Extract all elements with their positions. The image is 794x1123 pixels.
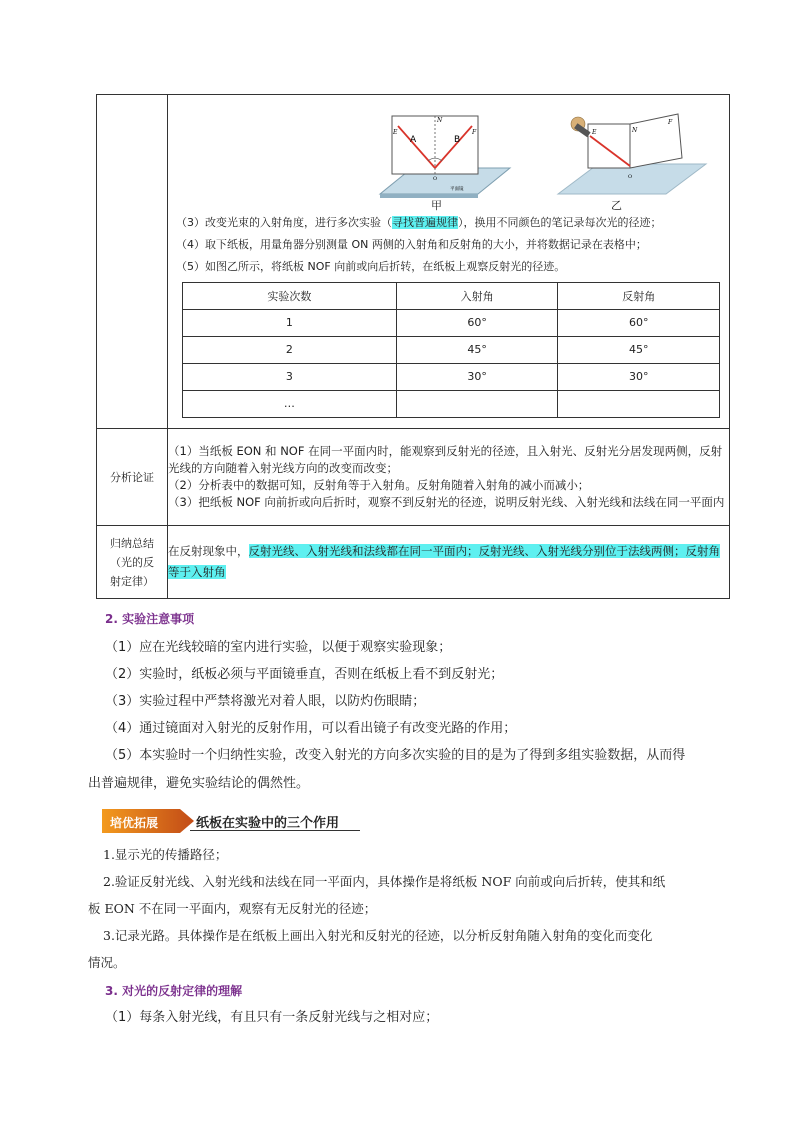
summary-cell <box>168 526 730 599</box>
table-cell <box>396 390 558 417</box>
analysis-cell <box>168 429 730 526</box>
table-cell: 60° <box>396 309 558 336</box>
step-3-post: ），换用不同颜色的笔记录每次光的径迹； <box>458 215 662 229</box>
notes-item-3: （3）实验过程中严禁将激光对着人眼，以防灼伤眼睛； <box>105 694 426 709</box>
header-reflection: 反射角 <box>558 282 720 309</box>
table-row <box>183 390 720 417</box>
extension-p3-line-1: 3.记录光路。具体操作是在纸板上画出入射光和反射光的径迹，以分析反射角随入射角的变化而变化 <box>103 928 653 943</box>
analysis-p1: （1）当纸板 EON 和 NOF 在同一平面内时，能观察到反射光的径迹，且入射光、反射光分居发现两侧，反射光线的方向随着入射光线方向的改变而改变； <box>168 444 723 475</box>
summary-label-line: 归纳总结 <box>110 536 154 550</box>
table-cell: 30° <box>558 363 720 390</box>
fig-a-label-a: A <box>410 134 417 145</box>
extension-badge: 培优拓展 <box>110 816 159 830</box>
table-cell: 1 <box>183 309 397 336</box>
analysis-p3: （3）把纸板 NOF 向前折或向后折时，观察不到反射光的径迹，说明反射光线、入射光线和法线在同一平面内 <box>168 495 725 509</box>
step-3 <box>168 212 729 234</box>
notes-item-5-line-2: 出普遍规律，避免实验结论的偶然性。 <box>88 776 310 791</box>
table-row <box>183 363 720 390</box>
fig-b-label-n: N <box>632 126 638 134</box>
table-row <box>183 336 720 363</box>
table-row <box>183 309 720 336</box>
law-item-1: （1）每条入射光线，有且只有一条反射光线与之相对应； <box>105 1010 439 1025</box>
step-3-pre: （3）改变光束的入射角度，进行多次实验（ <box>176 215 392 229</box>
data-table <box>182 282 720 418</box>
experiment-table <box>96 94 730 599</box>
procedure-cell <box>168 95 730 429</box>
figure-a-diagram <box>362 106 512 210</box>
extension-p2-line-1: 2.验证反射光线、入射光线和法线在同一平面内，具体操作是将纸板 NOF 向前或向后折转，使其和纸 <box>103 874 666 889</box>
notes-item-2: （2）实验时，纸板必须与平面镜垂直，否则在纸板上看不到反射光； <box>105 667 504 682</box>
figure-a-caption: 甲 <box>431 198 442 212</box>
law-title: 3. 对光的反射定律的理解 <box>105 984 243 998</box>
notes-title: 2. 实验注意事项 <box>105 612 195 626</box>
fig-a-label-o: O <box>433 175 438 182</box>
procedure-row <box>97 95 730 429</box>
figures <box>168 100 729 212</box>
table-cell: 2 <box>183 336 397 363</box>
table-cell <box>558 390 720 417</box>
data-table-header <box>183 282 720 309</box>
table-cell: 3 <box>183 363 397 390</box>
fig-a-label-n: N <box>437 116 443 124</box>
extension-p1: 1.显示光的传播路径； <box>103 847 228 862</box>
summary-label-line: 射定律） <box>110 574 154 588</box>
table-cell: 45° <box>396 336 558 363</box>
header-incidence: 入射角 <box>396 282 558 309</box>
extension-p2-line-2: 板 EON 不在同一平面内，观察有无反射光的径迹； <box>88 901 377 916</box>
extension-title: 纸板在实验中的三个作用 <box>196 816 340 831</box>
table-cell: … <box>183 390 397 417</box>
fig-b-label-o: O <box>628 173 633 180</box>
notes-item-5-line-1: （5）本实验时一个归纳性实验，改变入射光的方向多次实验的目的是为了得到多组实验数据，从而得 <box>105 748 686 763</box>
procedure-label-cell <box>97 95 168 429</box>
summary-highlight: 反射光线、入射光线和法线都在同一平面内；反射光线、入射光线分别位于法线两侧；反射角等于入射角 <box>168 544 720 579</box>
step-5: （5）如图乙所示，将纸板 NOF 向前或向后折转，在纸板上观察反射光的径迹。 <box>176 259 566 273</box>
summary-row <box>97 526 730 599</box>
table-cell: 60° <box>558 309 720 336</box>
summary-label-line: （光的反 <box>110 555 154 569</box>
step-3-highlight: 寻找普遍规律 <box>392 215 458 229</box>
figure-b-diagram <box>548 106 708 210</box>
table-cell: 45° <box>558 336 720 363</box>
table-cell: 30° <box>396 363 558 390</box>
notes-item-1: （1）应在光线较暗的室内进行实验，以便于观察实验现象； <box>105 640 452 655</box>
fig-a-label-mirror: 平面镜 <box>450 186 464 192</box>
summary-pre: 在反射现象中， <box>168 544 249 558</box>
fig-a-label-e: E <box>393 128 398 136</box>
figure-b-caption: 乙 <box>611 198 622 212</box>
summary-label <box>97 526 168 599</box>
analysis-p2: （2）分析表中的数据可知，反射角等于入射角。反射角随着入射角的减小而减小； <box>168 478 590 492</box>
analysis-row <box>97 429 730 526</box>
notes-item-4: （4）通过镜面对入射光的反射作用，可以看出镜子有改变光路的作用； <box>105 721 517 736</box>
fig-a-label-f: F <box>472 128 477 136</box>
extension-underline <box>190 830 360 831</box>
analysis-label: 分析论证 <box>97 429 168 526</box>
step-4: （4）取下纸板，用量角器分别测量 ON 两侧的入射角和反射角的大小，并将数据记录在表格中； <box>176 237 647 251</box>
fig-a-label-b: B <box>454 134 461 145</box>
extension-p3-line-2: 情况。 <box>88 955 126 970</box>
fig-b-label-e: E <box>592 128 597 136</box>
header-trial: 实验次数 <box>183 282 397 309</box>
fig-b-label-f: F <box>668 118 673 126</box>
